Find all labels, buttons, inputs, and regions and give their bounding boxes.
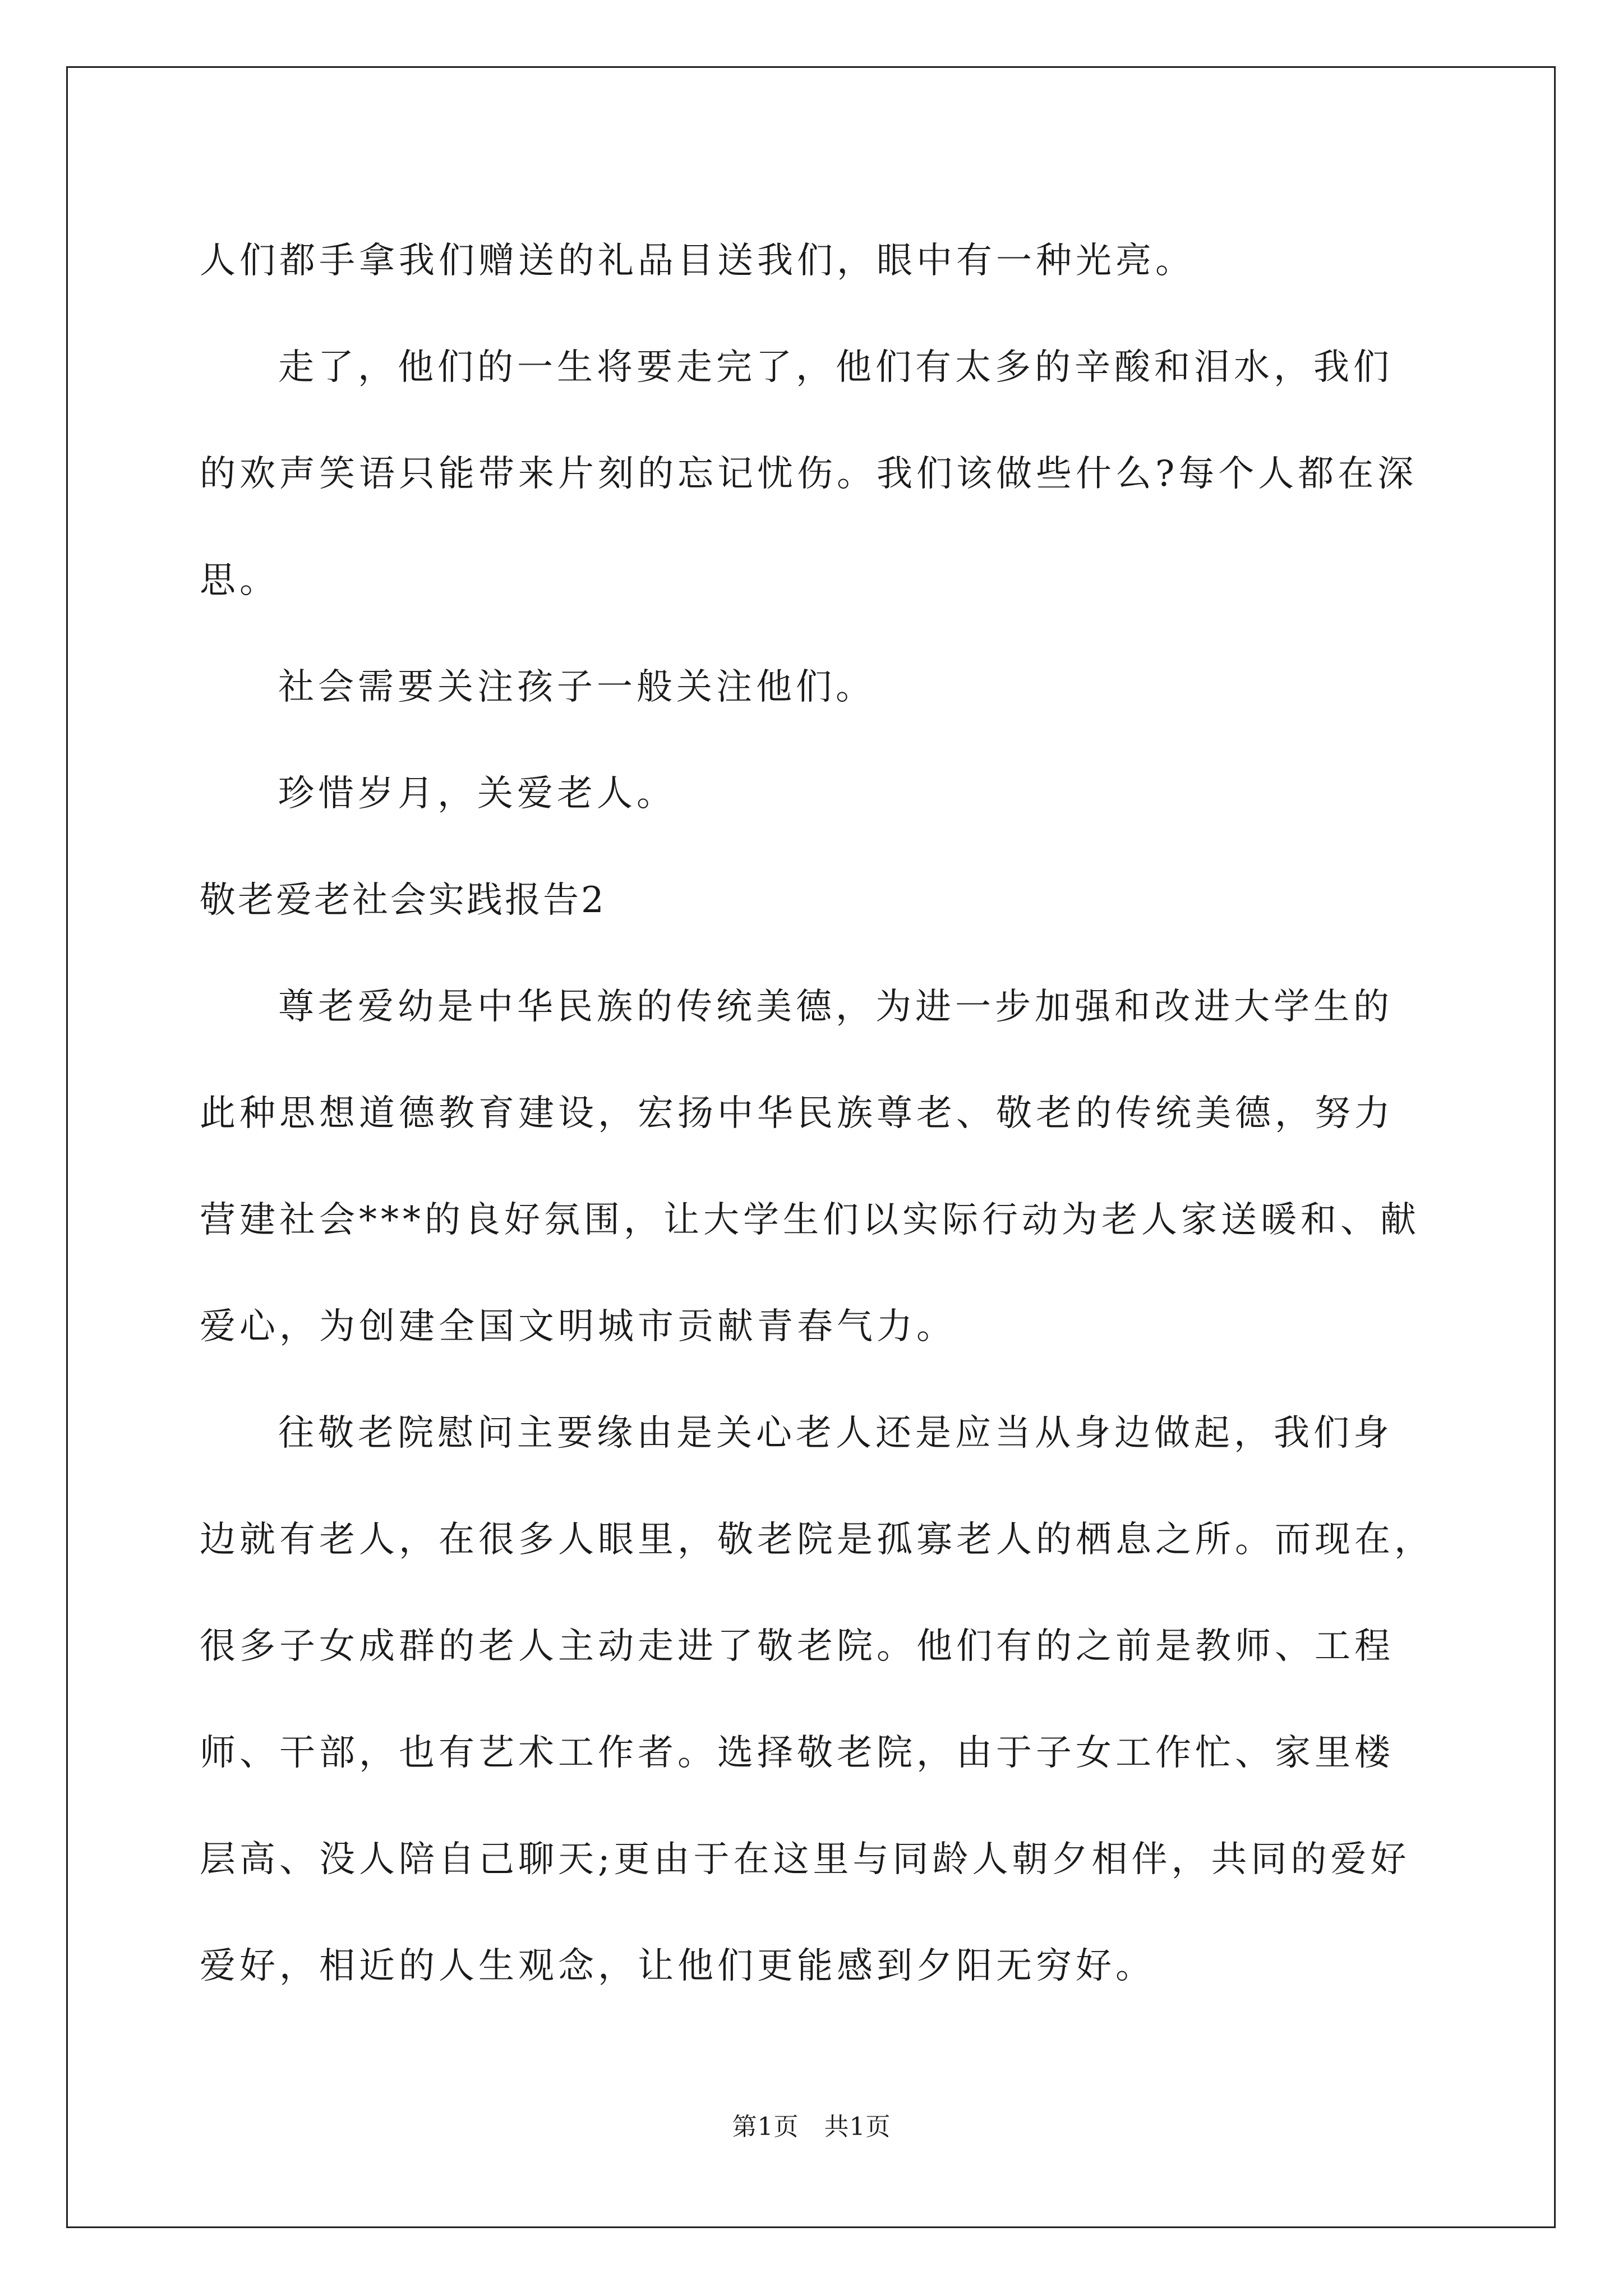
section-heading: 敬老爱老社会实践报告2 [200,880,606,921]
text-line: 社会需要关注孩子一般关注他们。 [278,666,875,708]
text-line: 爱好，相近的人生观念，让他们更能感到夕阳无穷好。 [200,1945,1155,1987]
text-line: 很多子女成群的老人主动走进了敬老院。他们有的之前是教师、工程 [200,1626,1394,1667]
text-line: 走了，他们的一生将要走完了，他们有太多的辛酸和泪水，我们 [278,347,1393,388]
text-line: 的欢声笑语只能带来片刻的忘记忧伤。我们该做些什么?每个人都在深 [200,453,1418,495]
text-line: 层高、没人陪自己聊天;更由于在这里与同龄人朝夕相伴，共同的爱好 [200,1839,1410,1880]
text-line: 营建社会***的良好氛围，让大学生们以实际行动为老人家送暖和、献 [200,1199,1420,1241]
text-line: 爱心，为创建全国文明城市贡献青春气力。 [200,1306,956,1347]
text-line: 珍惜岁月，关爱老人。 [278,773,676,815]
text-line: 师、干部，也有艺术工作者。选择敬老院，由于子女工作忙、家里楼 [200,1732,1394,1774]
text-line: 往敬老院慰问主要缘由是关心老人还是应当从身边做起，我们身 [278,1412,1393,1454]
text-line: 人们都手拿我们赠送的礼品目送我们，眼中有一种光亮。 [200,240,1195,282]
text-line: 思。 [200,560,279,601]
text-line: 边就有老人，在很多人眼里，敬老院是孤寡老人的栖息之所。而现在， [200,1519,1434,1561]
page-footer: 第1页 共1页 [732,2113,891,2141]
document-body [200,208,1433,2019]
text-line: 此种思想道德教育建设，宏扬中华民族尊老、敬老的传统美德，努力 [200,1093,1394,1134]
text-line: 尊老爱幼是中华民族的传统美德，为进一步加强和改进大学生的 [278,986,1393,1028]
